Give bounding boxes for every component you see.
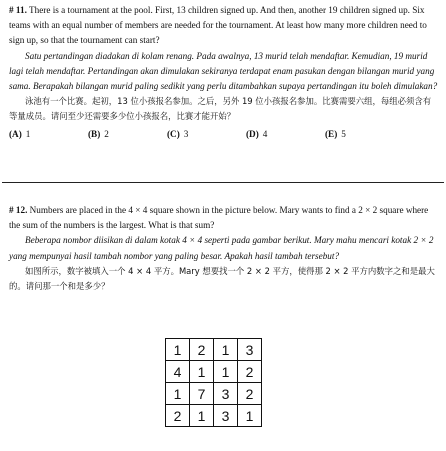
grid-cell: 1 (214, 339, 238, 361)
grid-cell: 4 (166, 361, 190, 383)
choice-d (246, 127, 325, 142)
grid-cell: 1 (190, 361, 214, 383)
problem-12-english-text: Numbers are placed in the 4 × 4 square shown in the picture below. Mary wants to find a 2 × 2 square where the sum of the numbers is the largest. What is that sum? (9, 205, 429, 231)
grid-cell: 1 (214, 361, 238, 383)
grid-cell: 7 (190, 383, 214, 405)
choice-b-letter: (B) (88, 128, 101, 139)
choice-a-value: 1 (25, 128, 31, 139)
problem-12-number: # 12. (9, 205, 28, 215)
choice-e (325, 127, 404, 142)
grid-cell: 1 (166, 339, 190, 361)
choice-b-value: 2 (104, 128, 109, 139)
grid-cell: 2 (238, 383, 262, 405)
problem-11-chinese: 泳池有一个比赛。起初，13 位小孩报名参加。之后，另外 19 位小孩报名参加。比赛需要六组，每组必须含有等量成员。请问至少还需要多少位小孩报名，比赛才能开始？ (9, 96, 432, 122)
grid-row (166, 361, 262, 383)
choice-c-value: 3 (183, 128, 189, 139)
grid-cell: 3 (214, 383, 238, 405)
choice-c-letter: (C) (167, 128, 180, 139)
number-grid (165, 338, 262, 427)
grid-cell: 2 (166, 405, 190, 427)
problem-11-english (9, 3, 439, 49)
choice-d-value: 4 (262, 128, 268, 139)
choice-c (167, 127, 246, 142)
grid-cell: 3 (238, 339, 262, 361)
choice-e-value: 5 (341, 128, 346, 139)
grid-cell: 3 (214, 405, 238, 427)
choice-a (9, 127, 88, 142)
choice-d-letter: (D) (246, 128, 259, 139)
grid-cell: 2 (238, 361, 262, 383)
problem-11-number: # 11. (9, 5, 27, 15)
choice-b (88, 127, 167, 142)
problem-11-english-text: There is a tournament at the pool. First, 13 children signed up. And then, another 19 children signed up. Six teams with an equal number of members are needed for the tournament. At least how many more children need to sign up, so that the tournament can start? (9, 5, 427, 46)
grid-cell: 2 (190, 339, 214, 361)
grid-row (166, 383, 262, 405)
problem-12-english (9, 203, 439, 233)
grid-cell: 1 (166, 383, 190, 405)
grid-cell: 1 (238, 405, 262, 427)
choice-e-letter: (E) (325, 128, 338, 139)
problem-12-malay: Beberapa nombor diisikan di dalam kotak 4 × 4 seperti pada gambar berikut. Mary mahu mencari kotak 2 × 2 yang mempunyai hasil tambah nombor yang paling besar. Apakah hasil tambah tersebut? (9, 235, 434, 261)
choice-a-letter: (A) (9, 128, 22, 139)
grid-cell: 1 (190, 405, 214, 427)
problem-12 (9, 203, 439, 294)
grid-row (166, 405, 262, 427)
grid-row (166, 339, 262, 361)
problem-11 (9, 3, 439, 142)
answer-choices (9, 127, 439, 142)
problem-11-malay: Satu pertandingan diadakan di kolam renang. Pada awalnya, 13 murid telah mendaftar. Kemudian, 19 murid lagi telah mendaftar. Pertandingan akan dimulakan sekiranya terdapat enam pasukan dengan bilangan murid yang sama. Berapakah bilangan murid paling sedikit yang perlu ditambahkan supaya pertandingan itu boleh dimulakan? (9, 50, 438, 92)
problem-12-chinese: 如图所示，数字被填入一个 4 × 4 平方。Mary 想要找一个 2 × 2 平方，使得那 2 × 2 平方内数字之和是最大的。请问那一个和是多少？ (9, 265, 435, 292)
section-divider (2, 182, 444, 183)
